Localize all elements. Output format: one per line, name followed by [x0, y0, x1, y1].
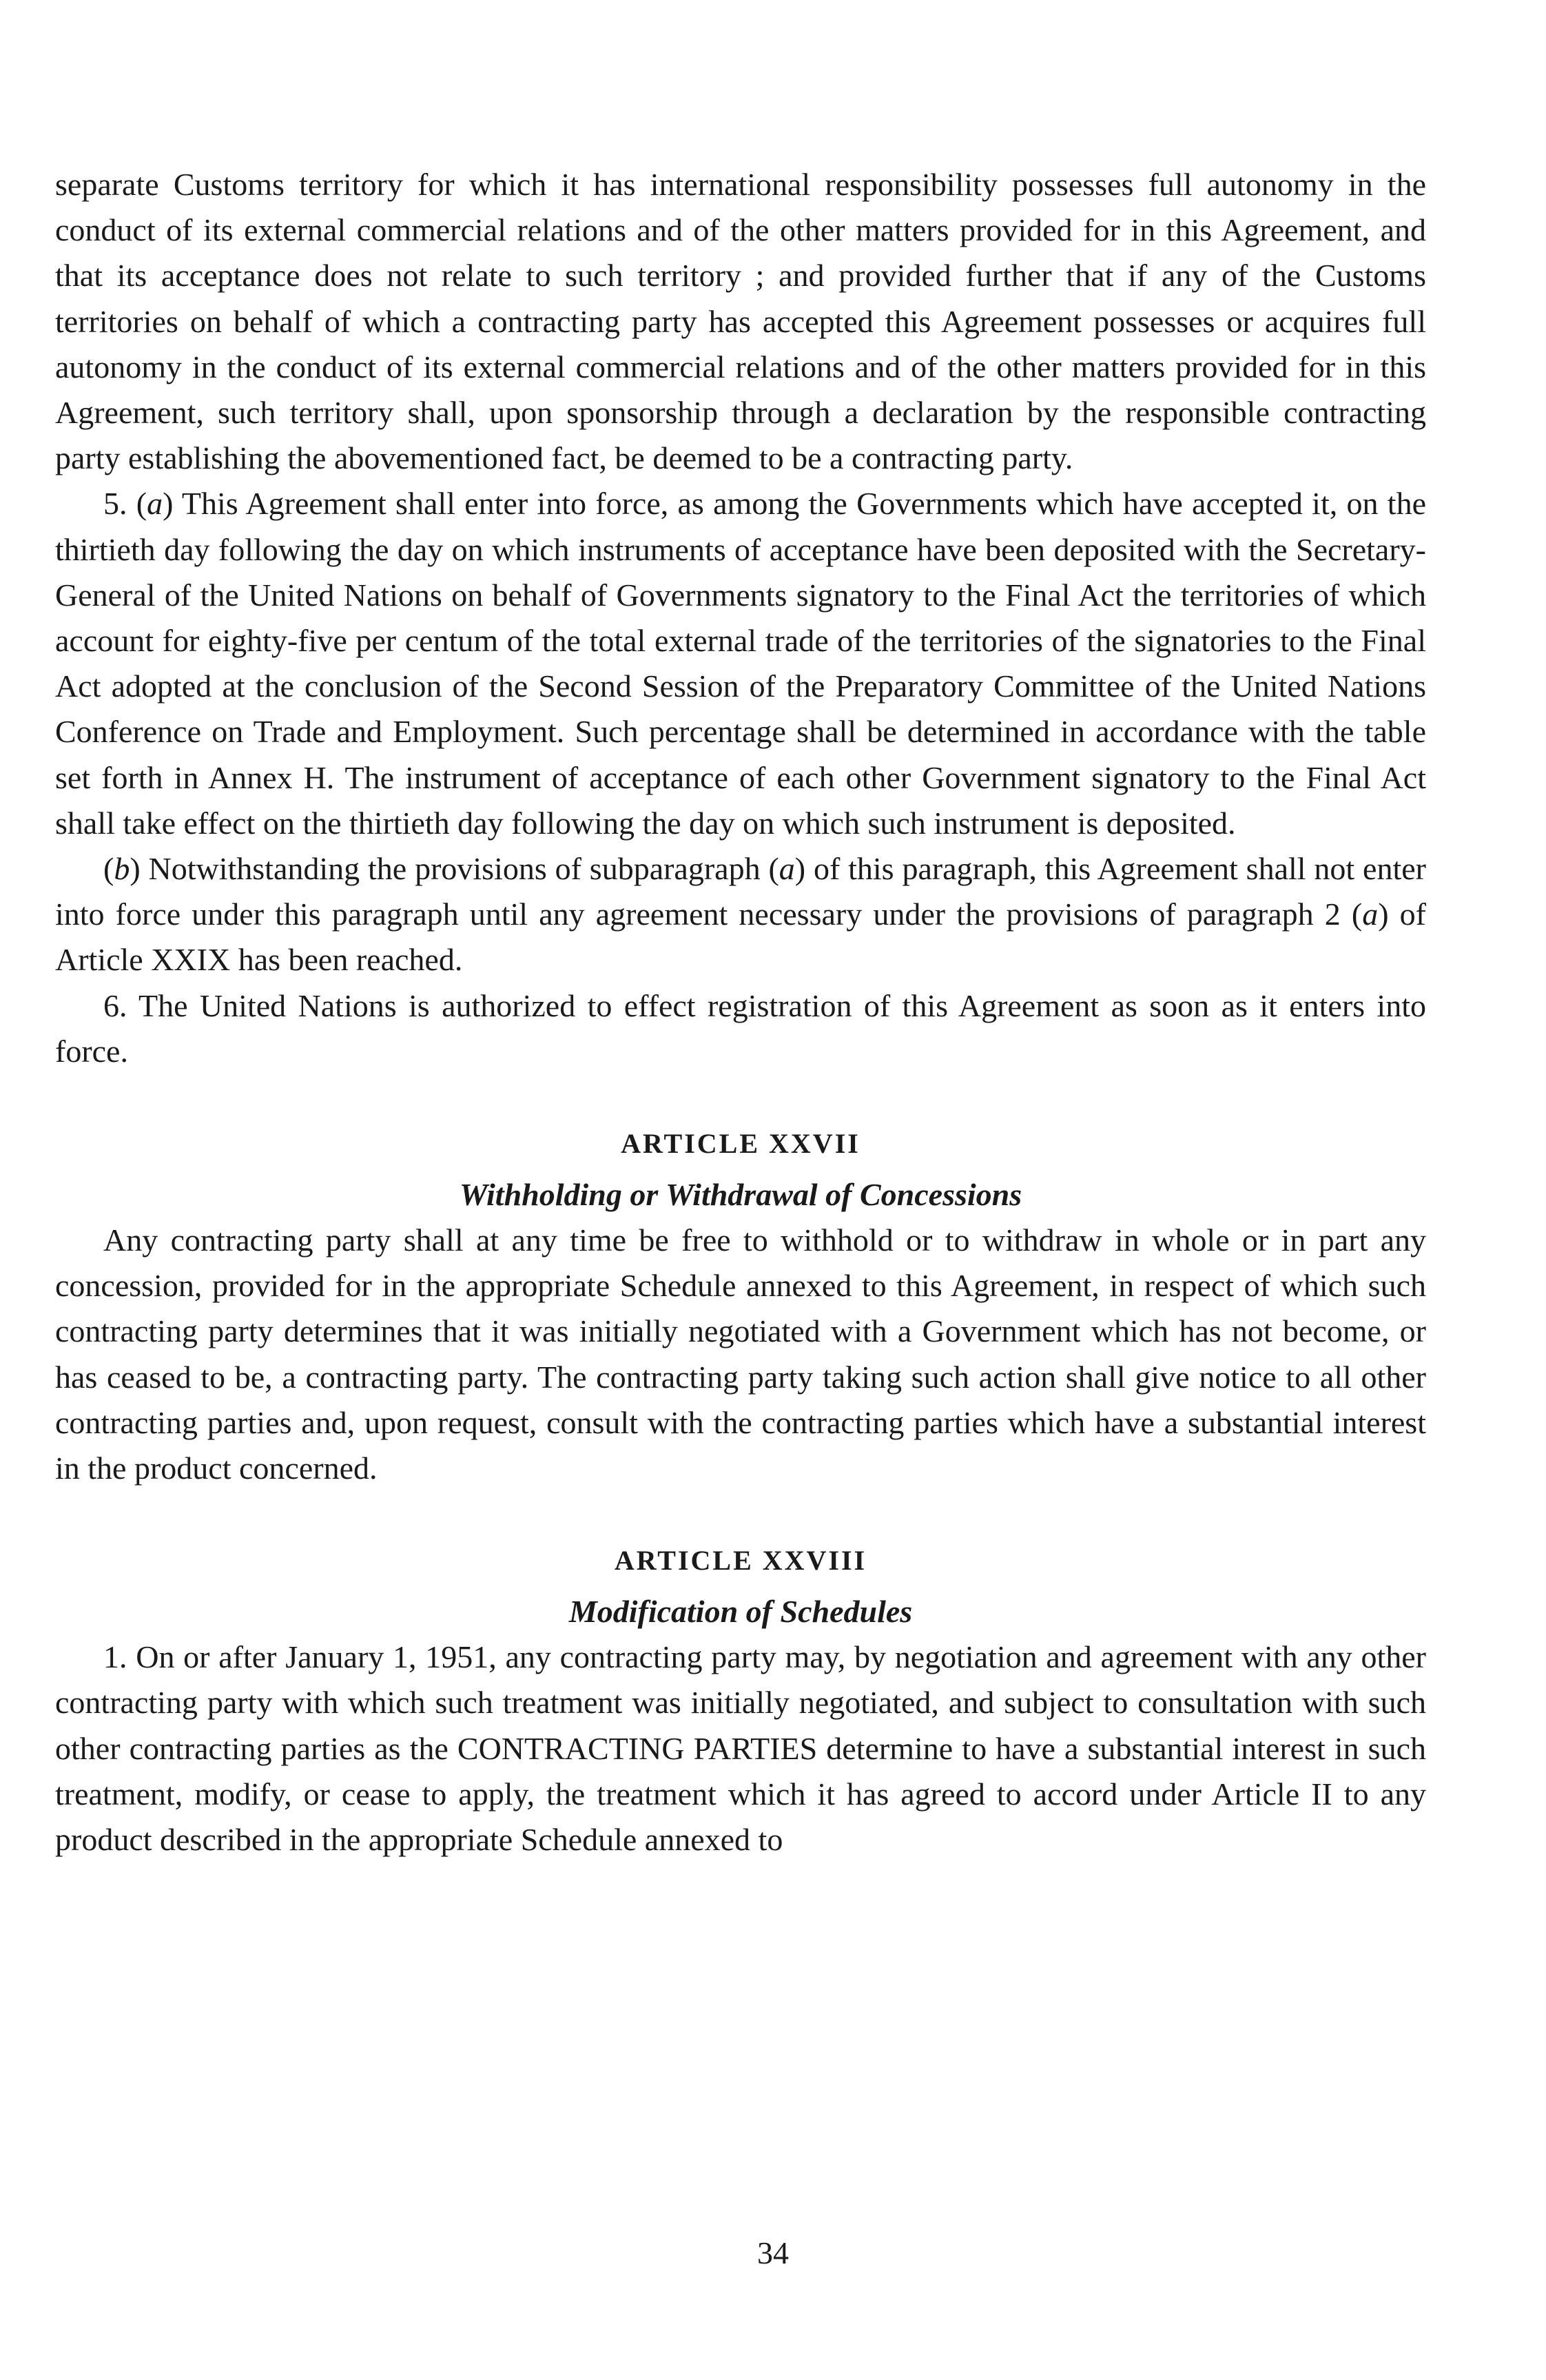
article-28-title: Modification of Schedules — [568, 1594, 913, 1630]
paragraph-text: ) of Article XXIX has been reached. — [55, 896, 1426, 978]
paragraph-text: ) of this paragraph, this Agreement shall not enter into force under this paragraph until any agreement necessary under the provisions of paragraph 2 ( — [55, 851, 1426, 932]
paragraph-5b — [55, 846, 1426, 983]
paragraph-4-continued — [55, 162, 1426, 481]
paragraph-text: separate Customs territory for which it has international responsibility possesses full autonomy in the conduct of its external commercial relations and of the other matters provided for in this Agreement, and that its acceptance does not relate to such territory ; and provided further that if any of the Customs territories on behalf of which a contracting party has accepted this Agreement possesses or acquires full autonomy in the conduct of its external commercial relations and of the other matters provided for in this Agreement, such territory shall, upon sponsorship through a declaration by the responsible contracting party establishing the abovementioned fact, be deemed to be a contracting party. — [55, 167, 1426, 476]
italic-letter: b — [114, 851, 130, 887]
paragraph-text: ( — [103, 851, 114, 887]
italic-letter: a — [1362, 896, 1379, 932]
article-28-heading: ARTICLE XXVIII — [614, 1545, 867, 1577]
paragraph-5a — [55, 481, 1426, 846]
paragraph-text: ) Notwithstanding the provisions of subparagraph ( — [130, 851, 779, 887]
paragraph-6 — [55, 983, 1426, 1074]
paragraph-text: 5. ( — [103, 486, 147, 522]
document-page — [55, 162, 1426, 1863]
article-27-title: Withholding or Withdrawal of Concessions — [459, 1177, 1022, 1213]
article-27-body: Any contracting party shall at any time be free to withhold or to withdraw in whole or in part any concession, provided for in the appropriate Schedule annexed to this Agreement, in respect of which such contracting party determines that it was initially negotiated with a Government which has not become, or has ceased to be, a contracting party. The contracting party taking such action shall give notice to all other contracting parties and, upon request, consult with the contracting parties which have a substantial interest in the product concerned. — [55, 1222, 1426, 1486]
paragraph-text: ) This Agreement shall enter into force, as among the Governments which have accepted it, on the thirtieth day following the day on which instruments of acceptance have been deposited with the Secretary-General of the United Nations on behalf of Governments signatory to the Final Act the territories of which account for eighty-five per centum of the total external trade of the territories of the signatories to the Final Act adopted at the conclusion of the Second Session of the Preparatory Committee of the United Nations Conference on Trade and Employment. Such percentage shall be determined in accordance with the table set forth in Annex H. The instrument of acceptance of each other Government signatory to the Final Act shall take effect on the thirtieth day following the day on which such instrument is deposited. — [55, 486, 1426, 841]
italic-letter: a — [147, 486, 163, 522]
page-number: 34 — [757, 2235, 789, 2270]
article-28-body: 1. On or after January 1, 1951, any contracting party may, by negotiation and agreement with any other contracting party with which such treatment was initially negotiated, and subject to consultation with such other contracting parties as the CONTRACTING PARTIES determine to have a substantial interest in such treatment, modify, or cease to apply, the treatment which it has agreed to accord under Article II to any product described in the appropriate Schedule annexed to — [55, 1639, 1426, 1858]
italic-letter: a — [779, 851, 795, 887]
paragraph-text: 6. The United Nations is authorized to effect registration of this Agreement as soon as it enters into force. — [55, 987, 1426, 1069]
article-27-heading: ARTICLE XXVII — [621, 1128, 860, 1160]
